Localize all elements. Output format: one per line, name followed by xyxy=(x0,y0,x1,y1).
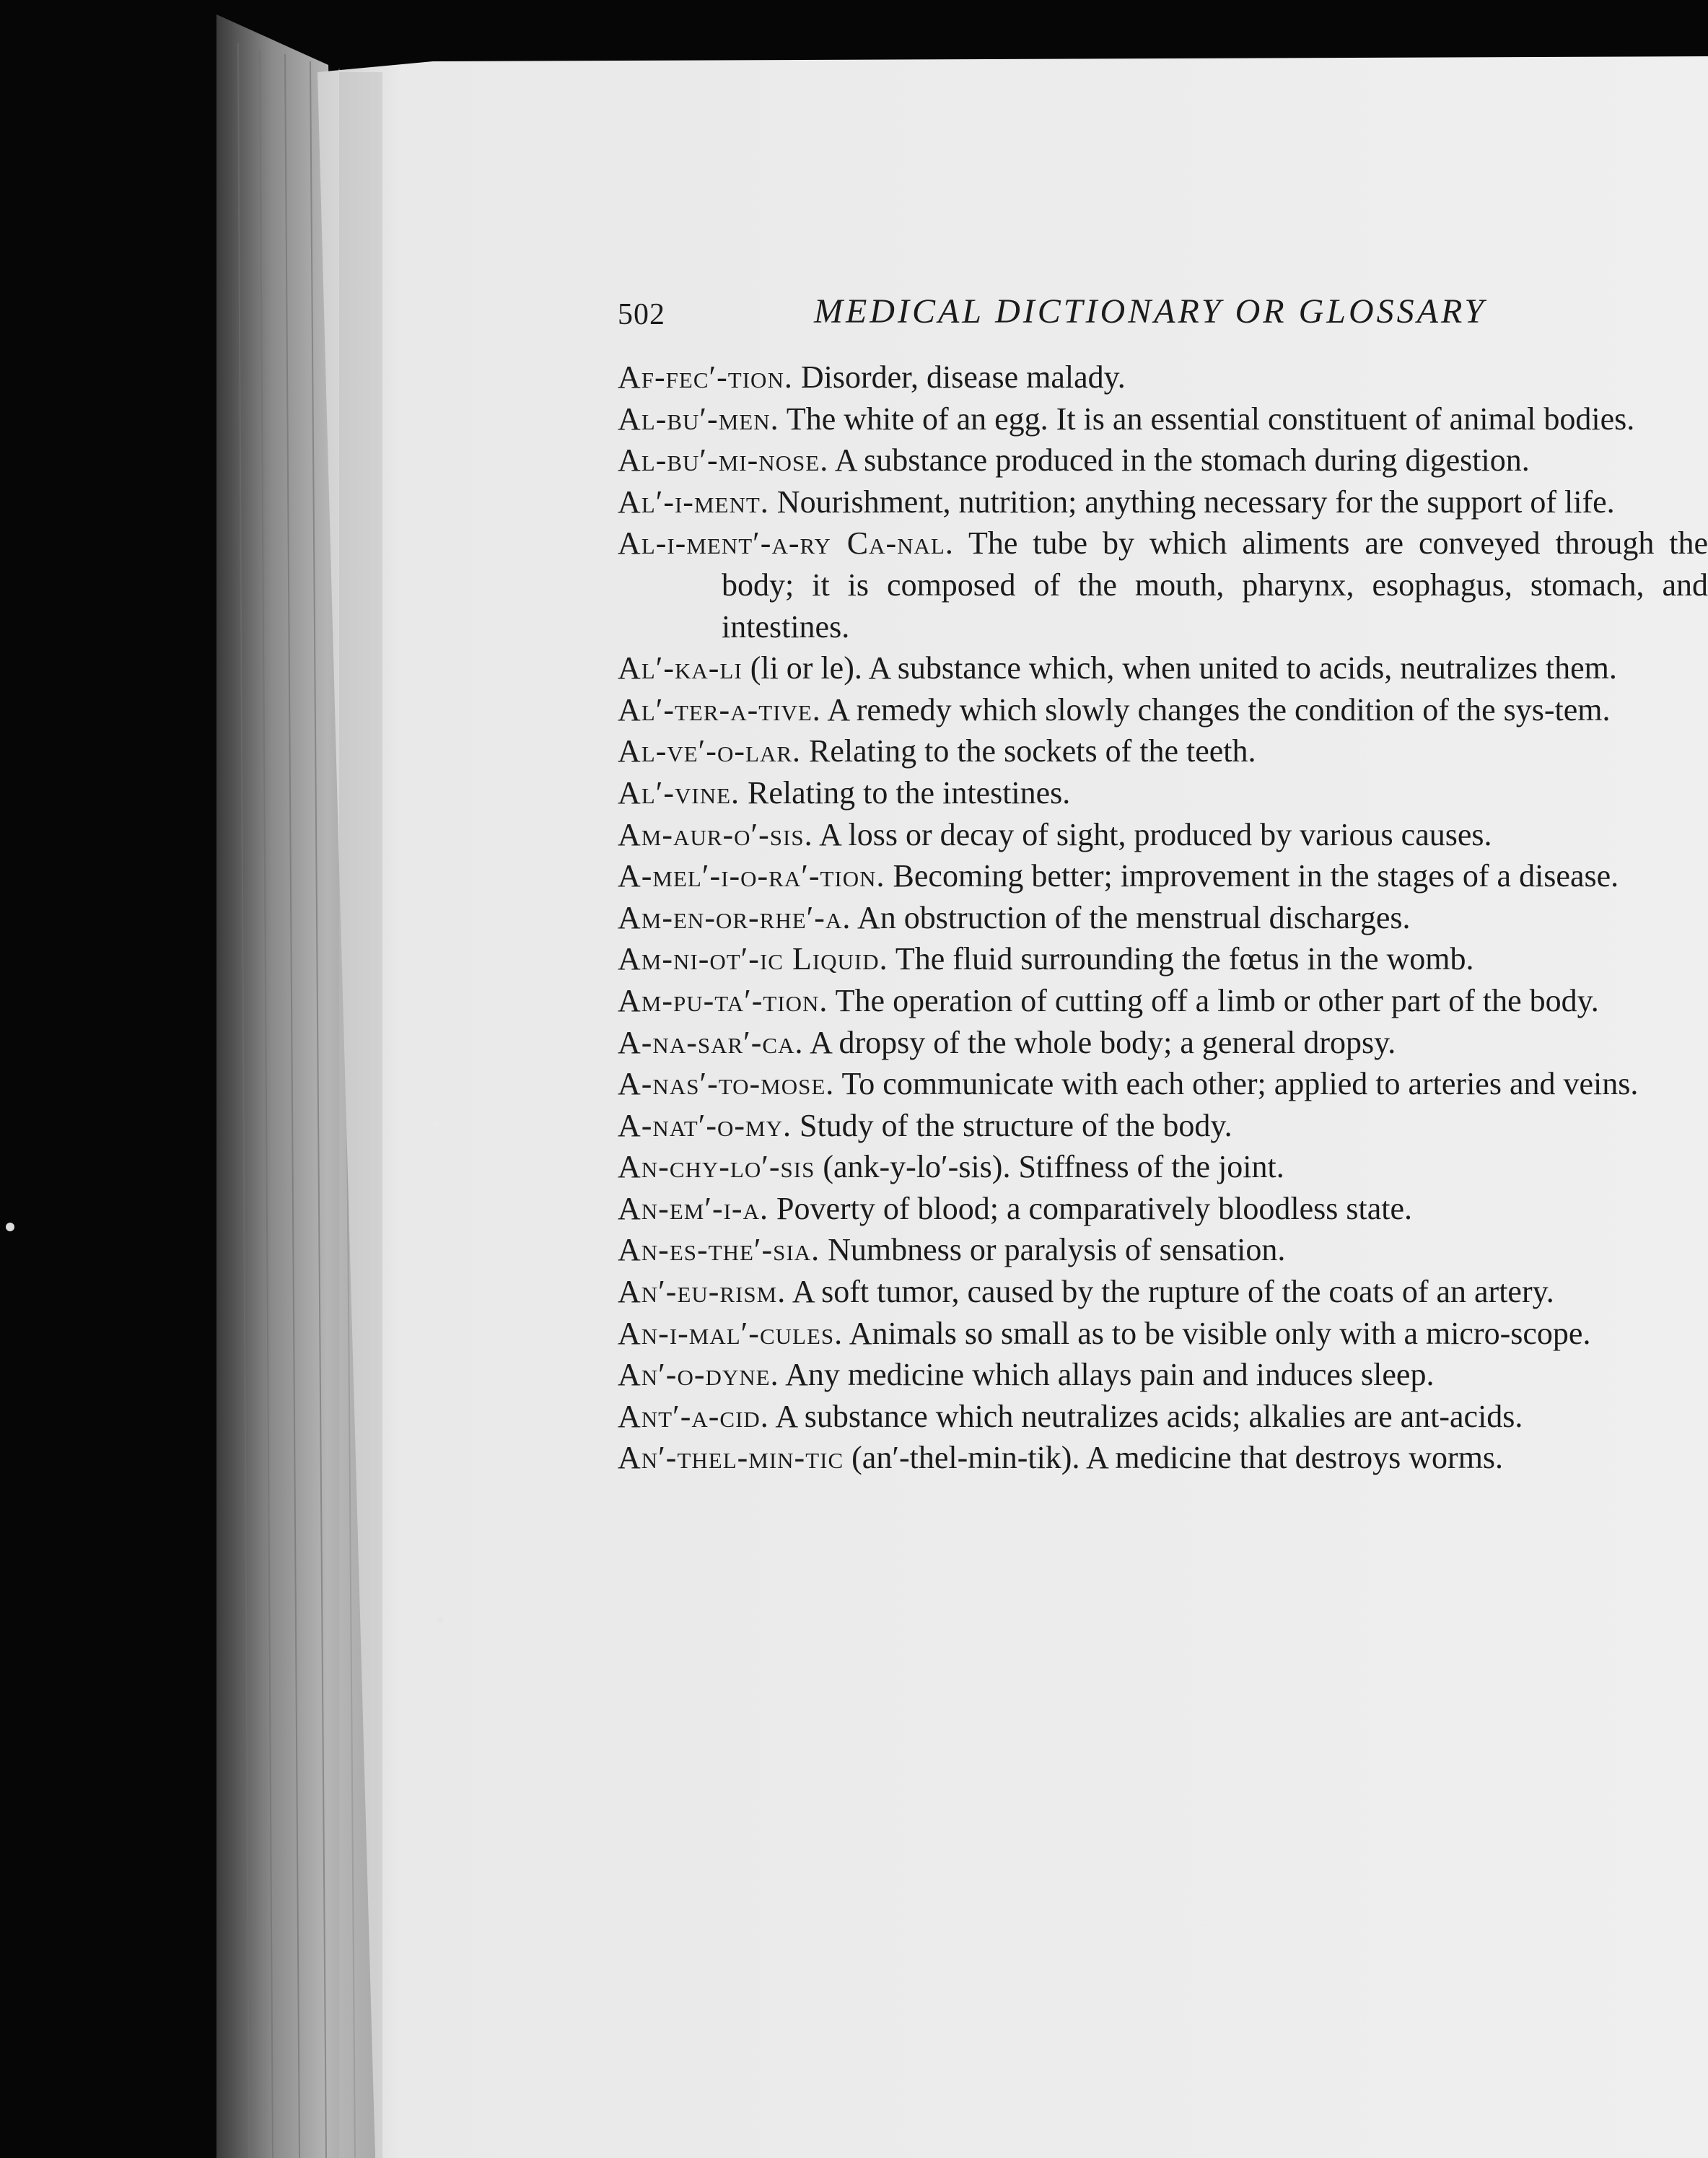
dictionary-entry xyxy=(618,440,1708,481)
dictionary-entry xyxy=(618,1437,1708,1479)
entries-list xyxy=(618,357,1708,1479)
entry-definition: A substance which, when united to acids, neutralizes them. xyxy=(868,650,1617,686)
entry-headword: Am-en-or-rhe′-a. xyxy=(618,899,851,935)
entry-headword: A-nat′-o-my. xyxy=(618,1107,792,1143)
entry-headword: An′-thel-min-tic xyxy=(618,1440,844,1476)
dictionary-entry xyxy=(618,523,1708,647)
entry-definition: Any medicine which allays pain and induces sleep. xyxy=(785,1357,1435,1393)
entry-definition: A substance produced in the stomach during digestion. xyxy=(834,442,1530,479)
dictionary-entry xyxy=(618,814,1708,856)
entry-headword: An′-o-dyne. xyxy=(618,1357,779,1393)
entry-headword: An-em′-i-a. xyxy=(618,1190,768,1226)
entry-definition: Becoming better; improvement in the stages of a disease. xyxy=(893,858,1619,894)
entry-definition: Relating to the sockets of the teeth. xyxy=(809,733,1256,769)
dictionary-entry xyxy=(618,855,1708,897)
entry-definition: Poverty of blood; a comparatively bloodless state. xyxy=(776,1190,1412,1226)
entry-headword: Ant′-a-cid. xyxy=(618,1398,769,1434)
entry-definition: The operation of cutting off a limb or other part of the body. xyxy=(835,982,1599,1018)
dictionary-entry xyxy=(618,481,1708,523)
dictionary-entry xyxy=(618,1271,1708,1313)
entry-definition: A medicine that destroys worms. xyxy=(1086,1440,1504,1476)
entry-definition: Disorder, disease malady. xyxy=(800,359,1126,395)
entry-definition: An obstruction of the menstrual discharges. xyxy=(857,899,1411,935)
dictionary-entry xyxy=(618,1063,1708,1105)
entry-headword: Al-bu′-mi-nose. xyxy=(618,442,829,479)
dictionary-entry xyxy=(618,647,1708,689)
entry-definition: A remedy which slowly changes the condition of the sys-tem. xyxy=(827,691,1611,728)
entry-pronunciation: (li or le). xyxy=(750,650,862,686)
entry-pronunciation: (ank-y-lo′-sis). xyxy=(823,1149,1011,1185)
entry-definition: The white of an egg. It is an essential constituent of animal bodies. xyxy=(786,401,1635,437)
dictionary-entry xyxy=(618,398,1708,440)
dictionary-entry xyxy=(618,897,1708,939)
entry-pronunciation: (an′-thel-min-tik). xyxy=(851,1440,1080,1476)
entry-headword: Af-fec′-tion. xyxy=(618,359,793,395)
entry-headword: An-chy-lo′-sis xyxy=(618,1149,815,1185)
entry-headword: Al-i-ment′-a-ry Ca-nal. xyxy=(618,525,954,562)
entry-definition: The tube by which aliments are conveyed through the body; it is composed of the mouth, pharynx, esophagus, stomach, and intestines. xyxy=(722,525,1708,645)
dictionary-entry xyxy=(618,1313,1708,1355)
entry-headword: Al′-ter-a-tive. xyxy=(618,691,821,728)
dictionary-entry xyxy=(618,357,1708,398)
entry-headword: An-es-the′-sia. xyxy=(618,1232,820,1268)
page-header xyxy=(618,289,1708,341)
dictionary-entry xyxy=(618,772,1708,814)
running-title: MEDICAL DICTIONARY OR GLOSSARY xyxy=(814,292,1487,331)
entry-headword: Am-pu-ta′-tion. xyxy=(618,982,828,1018)
dictionary-entry xyxy=(618,980,1708,1022)
entry-headword: A-na-sar′-ca. xyxy=(618,1024,804,1060)
entry-headword: A-mel′-i-o-ra′-tion. xyxy=(618,858,885,894)
dictionary-entry xyxy=(618,1229,1708,1271)
entry-definition: Study of the structure of the body. xyxy=(799,1107,1232,1143)
dictionary-entry xyxy=(618,1146,1708,1188)
entry-definition: The fluid surrounding the fœtus in the womb. xyxy=(895,941,1474,977)
entry-headword: Am-ni-ot′-ic Liquid. xyxy=(618,941,888,977)
entry-definition: Numbness or paralysis of sensation. xyxy=(828,1232,1286,1268)
entry-headword: Am-aur-o′-sis. xyxy=(618,816,813,852)
entry-definition: Nourishment, nutrition; anything necessary for the support of life. xyxy=(776,484,1615,520)
entry-headword: Al-bu′-men. xyxy=(618,401,779,437)
dictionary-entry xyxy=(618,730,1708,772)
entry-definition: Relating to the intestines. xyxy=(748,774,1071,811)
entry-headword: Al′-ka-li xyxy=(618,650,743,686)
entry-definition: Animals so small as to be visible only with a micro-scope. xyxy=(849,1315,1591,1351)
page-number: 502 xyxy=(618,298,665,331)
dictionary-entry xyxy=(618,1354,1708,1396)
entry-headword: Al′-vine. xyxy=(618,774,740,811)
entry-headword: An-i-mal′-cules. xyxy=(618,1315,844,1351)
dictionary-entry xyxy=(618,689,1708,731)
entry-headword: Al′-i-ment. xyxy=(618,484,769,520)
entry-definition: A substance which neutralizes acids; alkalies are ant-acids. xyxy=(775,1398,1523,1434)
dictionary-page xyxy=(618,289,1708,1479)
dictionary-entry xyxy=(618,938,1708,980)
entry-headword: Al-ve′-o-lar. xyxy=(618,733,802,769)
dictionary-entry xyxy=(618,1105,1708,1147)
entry-definition: Stiffness of the joint. xyxy=(1018,1149,1284,1185)
entry-definition: A dropsy of the whole body; a general dropsy. xyxy=(810,1024,1396,1060)
entry-headword: An′-eu-rism. xyxy=(618,1274,787,1310)
entry-definition: A soft tumor, caused by the rupture of the coats of an artery. xyxy=(792,1274,1554,1310)
entry-headword: A-nas′-to-mose. xyxy=(618,1066,835,1102)
entry-definition: A loss or decay of sight, produced by various causes. xyxy=(819,816,1492,852)
entry-definition: To communicate with each other; applied to arteries and veins. xyxy=(841,1066,1639,1102)
dictionary-entry xyxy=(618,1396,1708,1438)
dictionary-entry xyxy=(618,1188,1708,1230)
dictionary-entry xyxy=(618,1022,1708,1064)
